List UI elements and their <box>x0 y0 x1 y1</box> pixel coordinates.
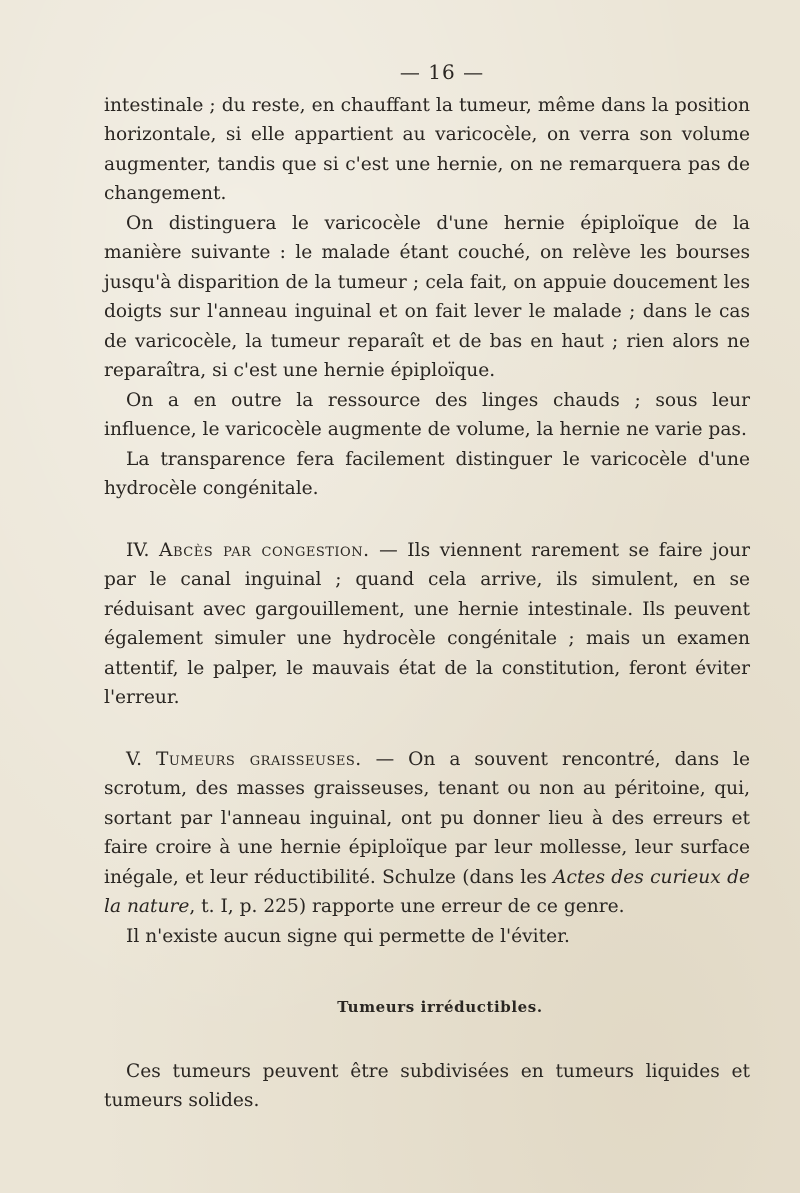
paragraph-1: intestinale ; du reste, en chauffant la tumeur, même dans la position horizontale, si elle appartient au varicocèle, on verra son volume augmenter, tandis que si c'est une hernie, on ne remarquera pas de changement. <box>104 94 750 204</box>
section-heading: Tumeurs irréductibles. <box>337 998 543 1016</box>
page-number: — 16 — <box>399 60 485 84</box>
text-block <box>104 58 750 1116</box>
section-v-title: Tumeurs graisseuses. <box>156 748 362 770</box>
paragraph-3: On a en outre la ressource des linges chauds ; sous leur influence, le varicocèle augmente de volume, la hernie ne varie pas. <box>104 389 750 440</box>
section-iv <box>104 536 750 713</box>
paragraph-4: La transparence fera facilement distinguer le varicocèle d'une hydrocèle congénitale. <box>104 448 750 499</box>
section-iv-number: IV. <box>126 539 150 561</box>
section-v-citation: Actes des curieux de la nature <box>104 866 750 917</box>
section-v-text-before: — On a souvent rencontré, dans le scrotum, des masses graisseuses, tenant ou non au péritoine, qui, sortant par l'anneau inguinal, ont pu donner lieu à des erreurs et faire croire à une hernie épiploïque par leur mollesse, leur surface inégale, et leur réductibilité. Schulze (dans les <box>104 748 750 888</box>
section-v-number: V. <box>126 748 143 770</box>
section-iv-title: Abcès par congestion. <box>159 539 370 561</box>
paragraph-2: On distinguera le varicocèle d'une hernie épiploïque de la manière suivante : le malade étant couché, on relève les bourses jusqu'à disparition de la tumeur ; cela fait, on appuie doucement les doigts sur l'anneau inguinal et on fait lever le malade ; dans le cas de varicocèle, la tumeur reparaît et de bas en haut ; rien alors ne reparaîtra, si c'est une hernie épiploïque. <box>104 212 750 381</box>
section-iv-text: — Ils viennent rarement se faire jour par le canal inguinal ; quand cela arrive, ils simulent, en se réduisant avec gargouillement, une hernie intestinale. Ils peuvent également simuler une hydrocèle congénitale ; mais un examen attentif, le palper, le mauvais état de la constitution, feront éviter l'erreur. <box>104 539 751 708</box>
final-paragraph: Ces tumeurs peuvent être subdivisées en tumeurs liquides et tumeurs solides. <box>104 1060 750 1111</box>
section-v-second-paragraph: Il n'existe aucun signe qui permette de l'éviter. <box>126 925 570 947</box>
section-v <box>104 745 750 922</box>
section-v-text-after: , t. I, p. 225) rapporte une erreur de ce genre. <box>189 896 625 917</box>
